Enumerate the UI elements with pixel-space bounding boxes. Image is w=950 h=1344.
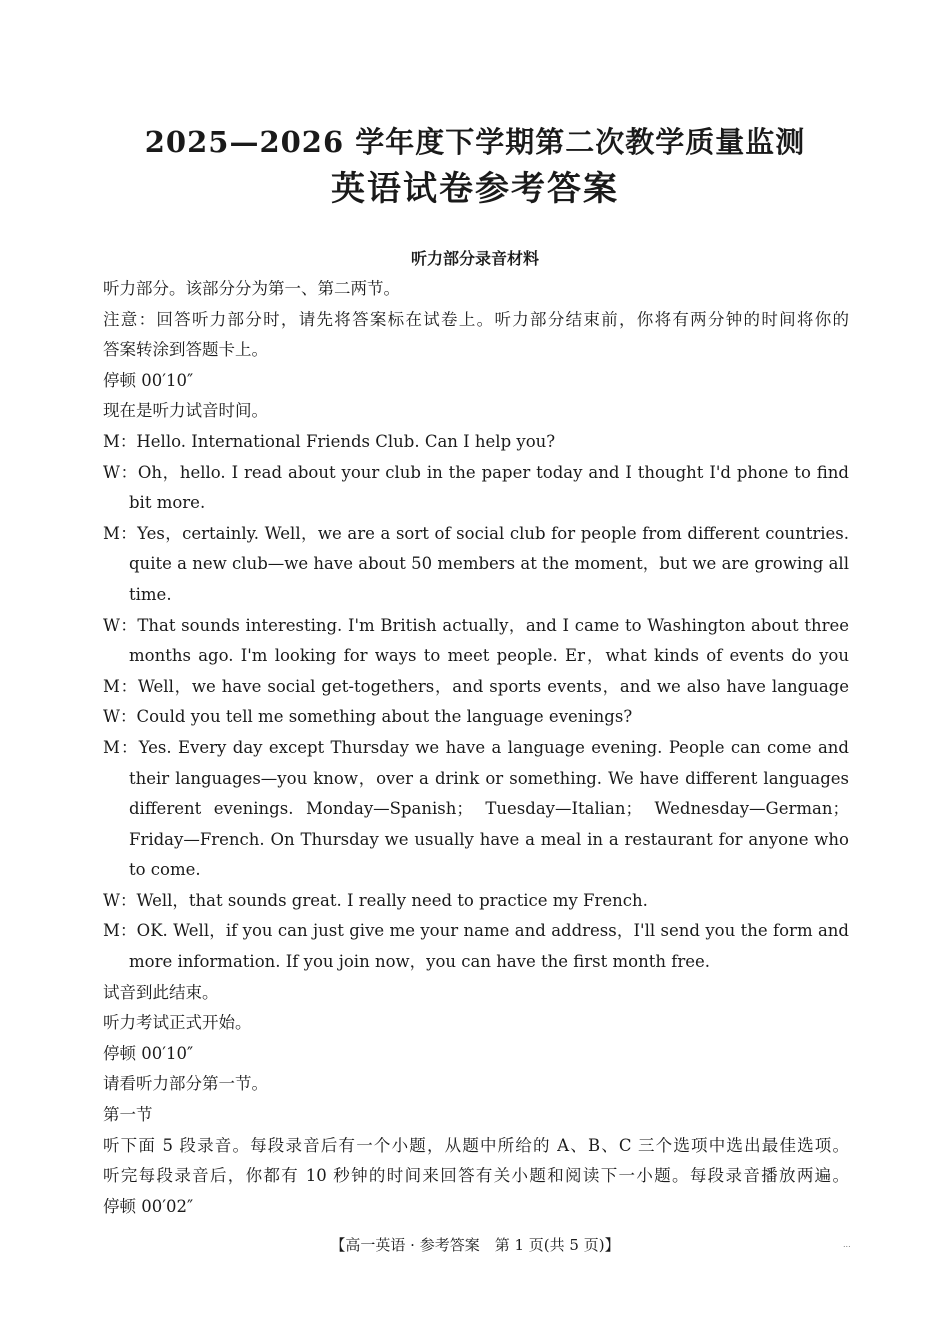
paragraph-line: 听下面 5 段录音。每段录音后有一个小题，从题中所给的 A、B、C 三个选项中选出最佳选项。 [103,1135,849,1155]
dialogue-continuation: different evenings. Monday—Spanish； Tuesday—Italian； Wednesday—German； [129,799,849,819]
section-heading: 听力部分录音材料 [410,249,539,268]
dialogue-line: M：Yes. Every day except Thursday we have a language evening. People can come and [103,737,849,757]
dialogue-continuation: more information. If you join now，you can have the first month free. [129,952,710,972]
paragraph-line: 答案转涂到答题卡上。 [103,340,268,360]
dialogue-line: M：OK. Well，if you can just give me your name and address，I'll send you the form and [103,921,849,941]
document-subtitle: 英语试卷参考答案 [331,169,619,209]
document-title: 2025—2026 学年度下学期第二次教学质量监测 [144,125,806,159]
dialogue-continuation: bit more. [129,493,206,513]
section-label: 第一节 [103,1105,153,1125]
paragraph-line: 注意：回答听力部分时，请先将答案标在试卷上。听力部分结束前，你将有两分钟的时间将你的 [103,309,849,329]
paragraph-line: 请看听力部分第一节。 [103,1074,268,1094]
dialogue-line: W：Oh，hello. I read about your club in the paper today and I thought I'd phone to find [103,462,849,482]
corner-mark: ... [843,1240,851,1249]
dialogue-line: M：Well，we have social get-togethers，and sports events，and we also have language [103,676,849,696]
dialogue-line: M：Yes，certainly. Well，we are a sort of social club for people from different countries. [103,523,849,543]
paragraph-line: 现在是听力试音时间。 [103,401,268,421]
pause-marker: 停顿 00′02″ [103,1196,194,1216]
paragraph-line: 试音到此结束。 [103,982,219,1002]
paragraph-line: 听力考试正式开始。 [103,1013,252,1033]
dialogue-continuation: to come. [129,860,201,880]
dialogue-continuation: quite a new club—we have about 50 members at the moment，but we are growing all [129,554,849,574]
dialogue-continuation: months ago. I'm looking for ways to meet people. Er，what kinds of events do you [129,646,849,666]
paragraph-line: 听完每段录音后，你都有 10 秒钟的时间来回答有关小题和阅读下一小题。每段录音播放两遍。 [103,1166,849,1186]
dialogue-line: W：Could you tell me something about the language evenings? [103,707,633,727]
dialogue-line: M：Hello. International Friends Club. Can I help you? [103,431,556,451]
transcript-body [103,274,849,1222]
pause-marker: 停顿 00′10″ [103,1043,194,1063]
dialogue-continuation: their languages—you know，over a drink or something. We have different languages [129,768,849,788]
dialogue-line: W：That sounds interesting. I'm British actually，and I came to Washington about three [103,615,849,635]
dialogue-continuation: time. [129,584,172,604]
dialogue-continuation: Friday—French. On Thursday we usually have a meal in a restaurant for anyone who [129,829,849,849]
page-footer: 【高一英语 · 参考答案 第 1 页(共 5 页)】 [330,1236,620,1254]
pause-marker: 停顿 00′10″ [103,370,194,390]
paragraph-line: 听力部分。该部分分为第一、第二两节。 [103,279,400,298]
dialogue-line: W：Well，that sounds great. I really need to practice my French. [103,890,648,910]
